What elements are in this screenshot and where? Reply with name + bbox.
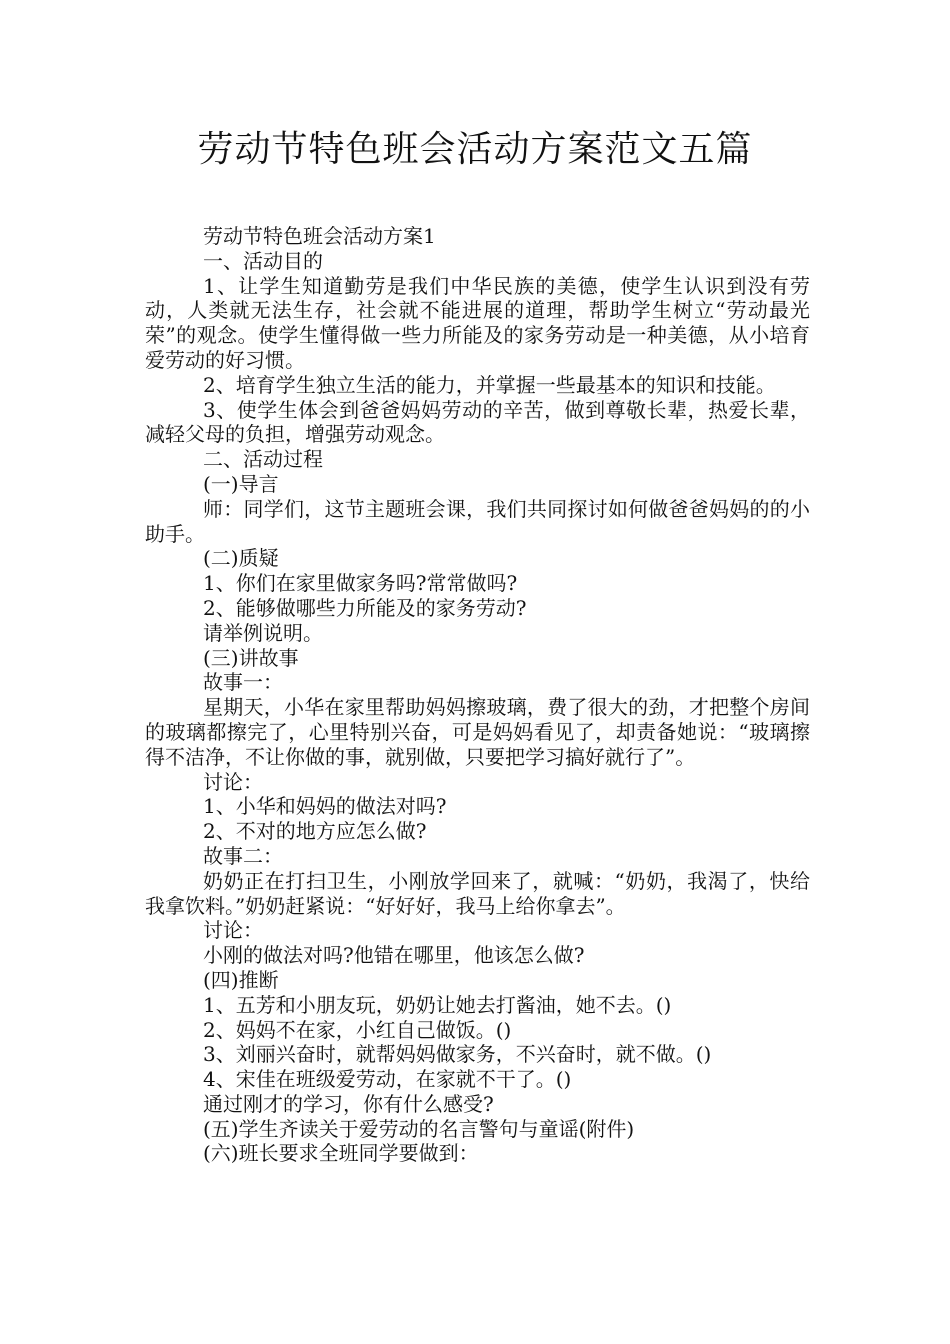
paragraph: 3、使学生体会到爸爸妈妈劳动的辛苦，做到尊敬长辈，热爱长辈，减轻父母的负担，增强劳动观念。	[145, 397, 810, 447]
list-item: 2、不对的地方应怎么做?	[203, 819, 427, 844]
paragraph: 1、让学生知道勤劳是我们中华民族的美德，使学生认识到没有劳动，人类就无法生存，社会就不能进展的道理，帮助学生树立“劳动最光荣”的观念。使学生懂得做一些力所能及的家务劳动是一种美德，从小培育爱劳动的好习惯。	[145, 273, 810, 372]
paragraph: 星期天，小华在家里帮助妈妈擦玻璃，费了很大的劲，才把整个房间的玻璃都擦完了，心里特别兴奋，可是妈妈看见了，却责备她说：“玻璃擦得不洁净，不让你做的事，就别做，只要把学习搞好就行了”。	[145, 695, 810, 769]
list-item: 3、刘丽兴奋时，就帮妈妈做家务，不兴奋时，就不做。()	[203, 1042, 712, 1067]
list-item: 1、你们在家里做家务吗?常常做吗?	[203, 571, 518, 596]
subsection-heading: (四)推断	[203, 967, 279, 992]
section-heading: 一、活动目的	[203, 248, 323, 273]
subsection-heading: (五)学生齐读关于爱劳动的名言警句与童谣(附件)	[203, 1116, 635, 1141]
story-label: 故事一：	[203, 670, 283, 695]
paragraph: 师：同学们，这节主题班会课，我们共同探讨如何做爸爸妈妈的的小助手。	[145, 496, 810, 546]
subsection-heading: (二)质疑	[203, 546, 279, 571]
section-heading: 二、活动过程	[203, 447, 323, 472]
list-item: 2、能够做哪些力所能及的家务劳动?	[203, 595, 527, 620]
list-item: 1、小华和妈妈的做法对吗?	[203, 794, 447, 819]
paragraph: 小刚的做法对吗?他错在哪里，他该怎么做?	[203, 943, 585, 968]
subsection-heading: (三)讲故事	[203, 645, 299, 670]
list-item: 4、宋佳在班级爱劳动，在家就不干了。()	[203, 1067, 572, 1092]
paragraph: 2、培育学生独立生活的能力，并掌握一些最基本的知识和技能。	[203, 372, 776, 397]
list-item: 2、妈妈不在家，小红自己做饭。()	[203, 1017, 512, 1042]
discussion-label: 讨论：	[203, 918, 263, 943]
subsection-heading: (一)导言	[203, 471, 279, 496]
story-label: 故事二：	[203, 843, 283, 868]
paragraph: 通过刚才的学习，你有什么感受?	[203, 1091, 494, 1116]
document-title: 劳动节特色班会活动方案范文五篇	[197, 129, 753, 170]
list-item: 1、五芳和小朋友玩，奶奶让她去打酱油，她不去。()	[203, 992, 672, 1017]
subsection-heading: (六)班长要求全班同学要做到：	[203, 1141, 479, 1166]
section-heading: 劳动节特色班会活动方案1	[203, 224, 436, 248]
paragraph: 请举例说明。	[203, 620, 323, 645]
document-body	[145, 224, 810, 1166]
paragraph: 奶奶正在打扫卫生，小刚放学回来了，就喊：“奶奶，我渴了，快给我拿饮料。”奶奶赶紧说：“好好好，我马上给你拿去”。	[145, 868, 810, 918]
discussion-label: 讨论：	[203, 769, 263, 794]
